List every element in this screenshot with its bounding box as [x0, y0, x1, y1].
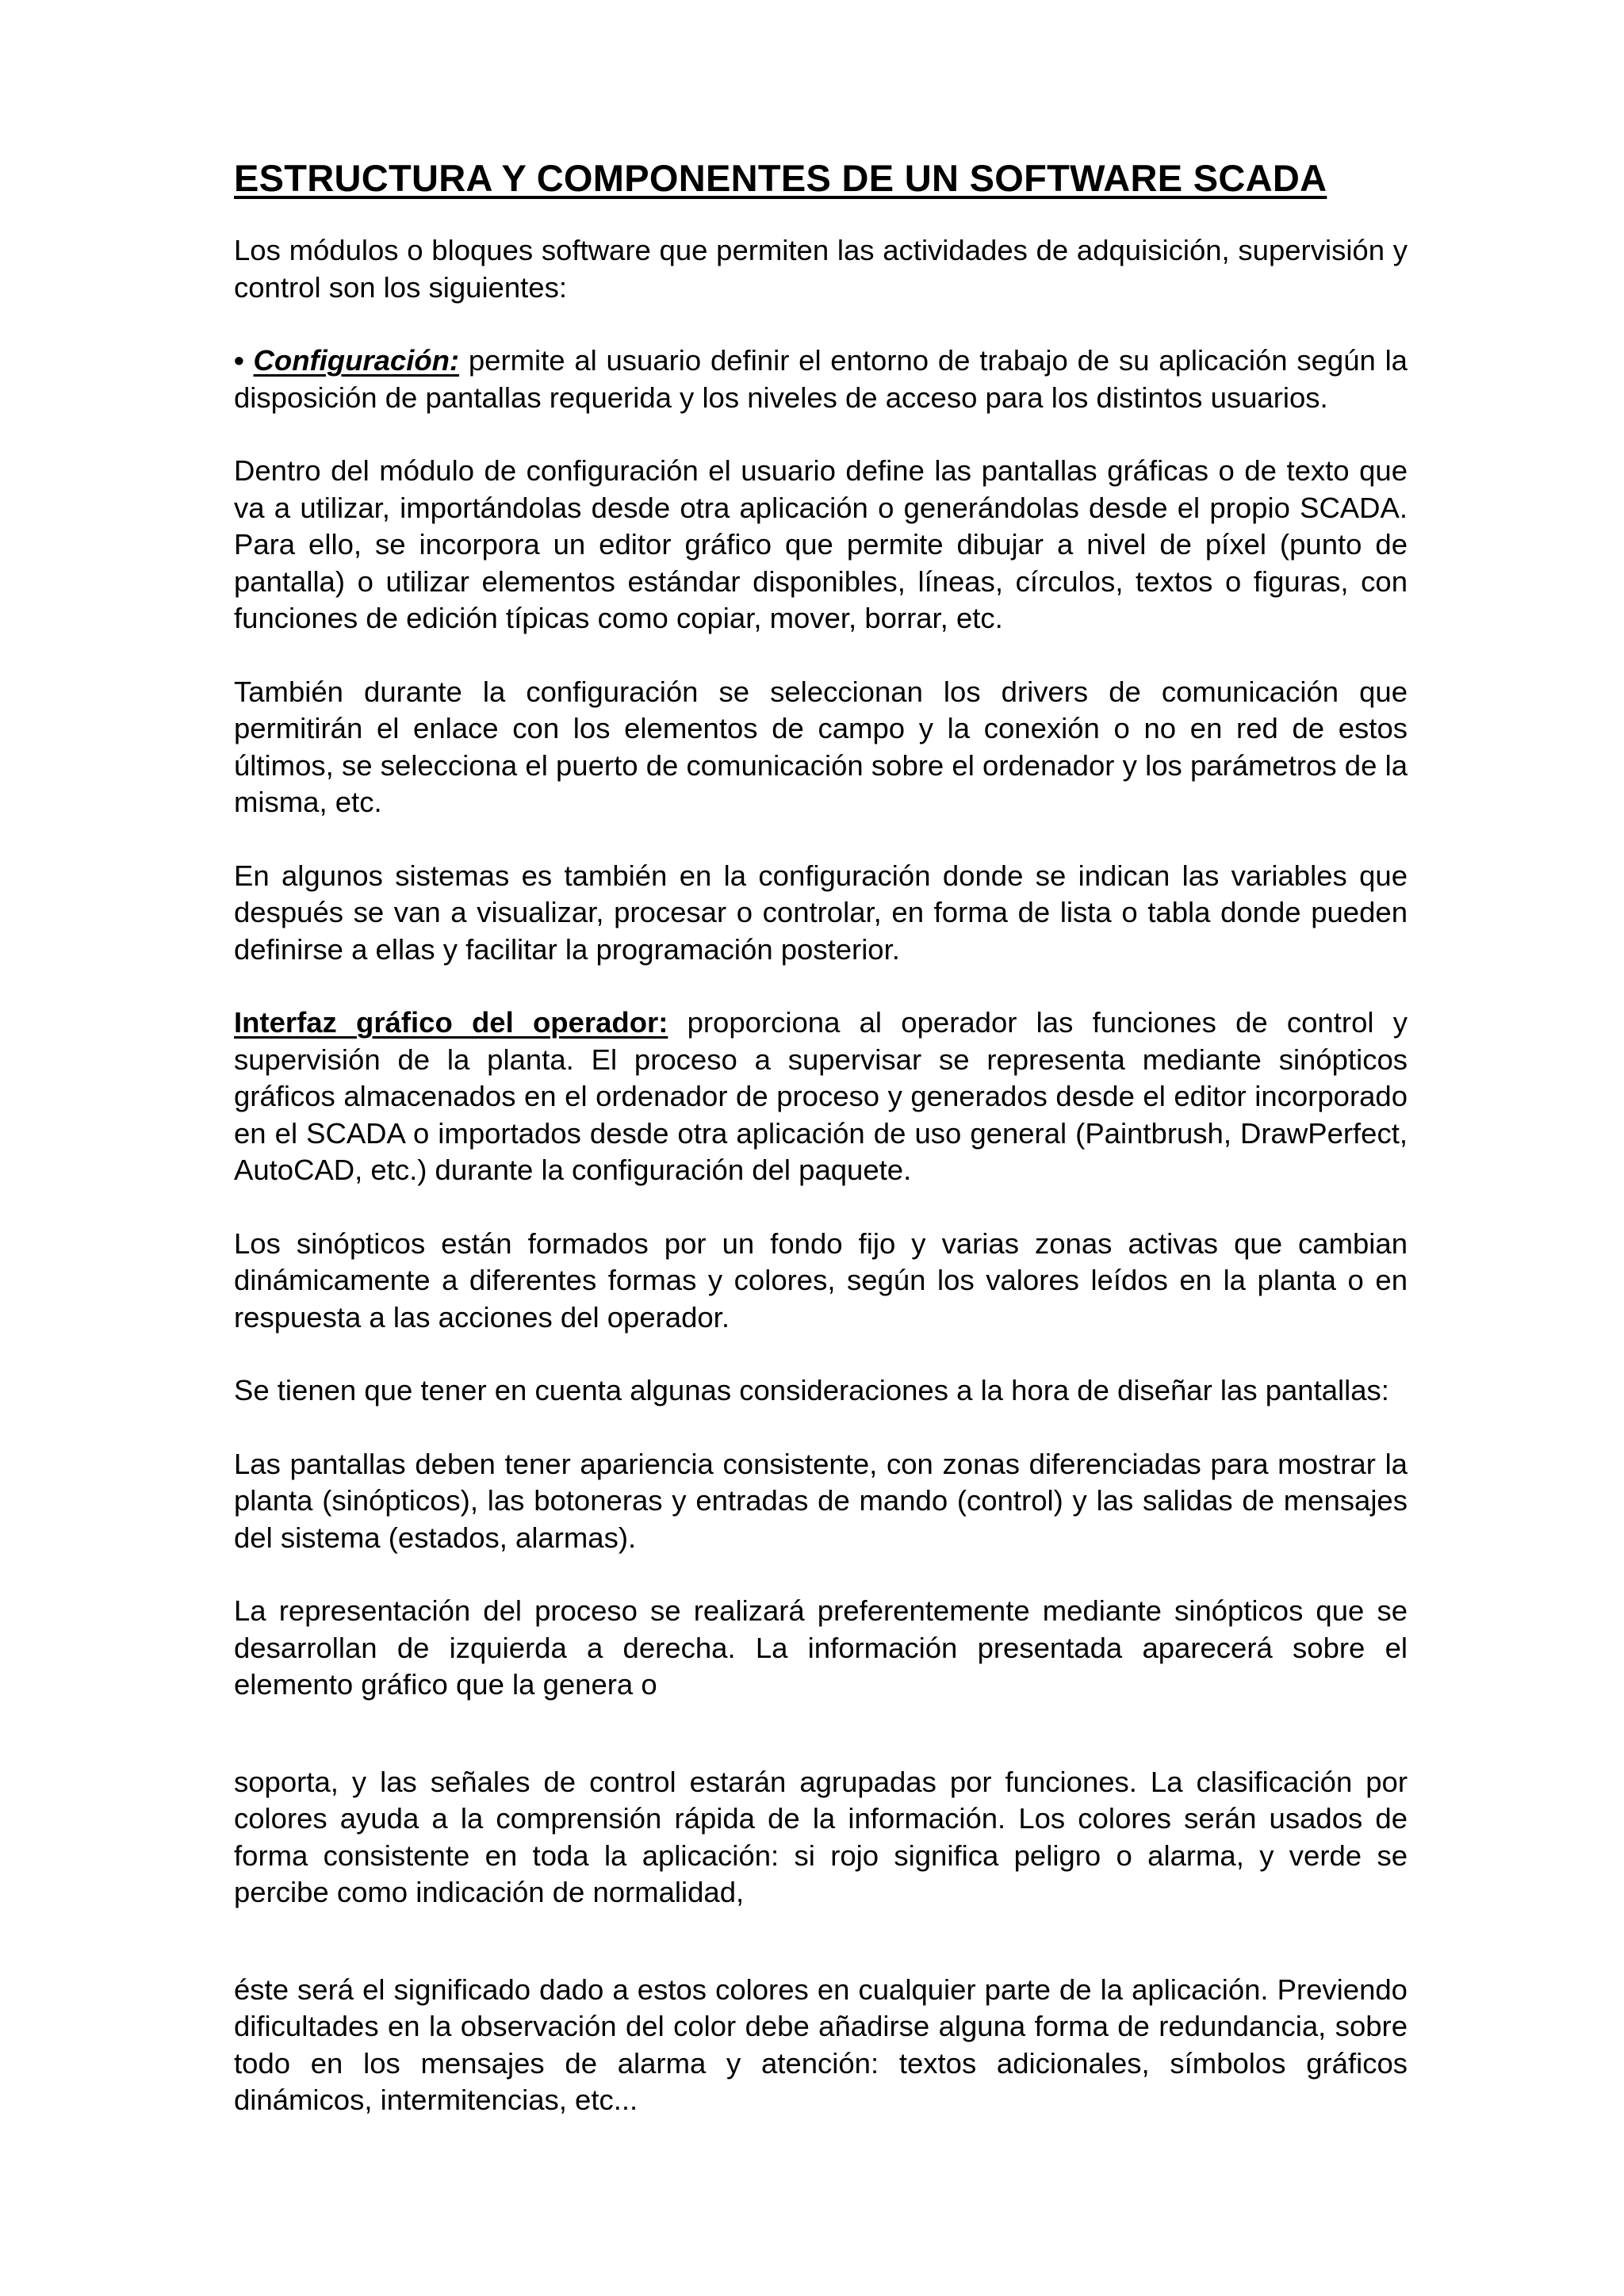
- synoptics-paragraph: Los sinópticos están formados por un fondo fijo y varias zonas activas que cambian dinámicamente a diferentes formas y colores, según los valores leídos en la planta o en respuesta a las acciones del operador.: [234, 1226, 1408, 1334]
- considerations-paragraph: Se tienen que tener en cuenta algunas consideraciones a la hora de diseñar las pantallas:: [234, 1374, 1389, 1406]
- document-page: [234, 155, 1408, 2156]
- meaning-paragraph: éste será el significado dado a estos colores en cualquier parte de la aplicación. Previendo dificultades en la observación del color debe añadirse alguna forma de redundancia, sobre todo en los mensajes de alarma y atención: textos adicionales, símbolos gráficos dinámicos, intermitencias, etc...: [234, 1973, 1408, 2116]
- bullet-marker: •: [234, 344, 244, 377]
- config-module-paragraph: Dentro del módulo de configuración el usuario define las pantallas gráficas o de texto que va a utilizar, importándolas desde otra aplicación o generándolas desde el propio SCADA. Para ello, se incorpora un editor gráfico que permite dibujar a nivel de píxel (punto de pantalla) o utilizar elementos estándar disponibles, líneas, círculos, textos o figuras, con funciones de edición típicas como copiar, mover, borrar, etc.: [234, 454, 1408, 634]
- screens-paragraph: Las pantallas deben tener apariencia consistente, con zonas diferenciadas para mostrar la planta (sinópticos), las botoneras y entradas de mando (control) y las salidas de mensajes del sistema (estados, alarmas).: [234, 1447, 1408, 1554]
- interface-heading: Interfaz gráfico del operador:: [234, 1006, 668, 1039]
- drivers-paragraph: También durante la configuración se seleccionan los drivers de comunicación que permitirán el enlace con los elementos de campo y la conexión o no en red de estos últimos, se selecciona el puerto de comunicación sobre el ordenador y los parámetros de la misma, etc.: [234, 675, 1408, 818]
- intro-paragraph: Los módulos o bloques software que permiten las actividades de adquisición, supervisión y control son los siguientes:: [234, 234, 1408, 304]
- support-paragraph: soporta, y las señales de control estarán agrupadas por funciones. La clasificación por colores ayuda a la comprensión rápida de la información. Los colores serán usados de forma consistente en toda la aplicación: si rojo significa peligro o alarma, y verde se percibe como indicación de normalidad,: [234, 1765, 1408, 1908]
- interface-text: proporciona al operador las funciones de control y supervisión de la planta. El proceso a supervisar se representa mediante sinópticos gráficos almacenados en el ordenador de proceso y generados desde el editor incorporado en el SCADA o importados desde otra aplicación de uso general (Paintbrush, DrawPerfect, AutoCAD, etc.) durante la configuración del paquete.: [234, 1006, 1408, 1186]
- variables-paragraph: En algunos sistemas es también en la configuración donde se indican las variables que después se van a visualizar, procesar o controlar, en forma de lista o tabla donde pueden definirse a ellas y facilitar la programación posterior.: [234, 859, 1408, 966]
- configuration-paragraph: [234, 342, 1408, 416]
- configuration-heading: Configuración:: [253, 344, 460, 377]
- representation-paragraph: La representación del proceso se realizará preferentemente mediante sinópticos que se desarrollan de izquierda a derecha. La información presentada aparecerá sobre el elemento gráfico que la genera o: [234, 1594, 1408, 1701]
- configuration-text: permite al usuario definir el entorno de trabajo de su aplicación según la disposición de pantallas requerida y los niveles de acceso para los distintos usuarios.: [234, 344, 1408, 414]
- document-title: ESTRUCTURA Y COMPONENTES DE UN SOFTWARE SCADA: [234, 157, 1327, 199]
- interface-paragraph: [234, 1004, 1408, 1189]
